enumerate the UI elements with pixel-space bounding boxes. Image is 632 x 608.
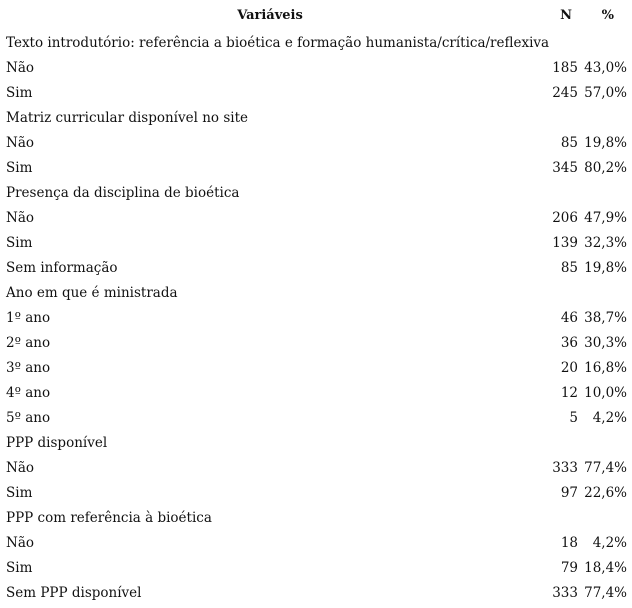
group-title: Presença da disciplina de bioética [6, 185, 240, 201]
row-label: Sim [6, 560, 33, 576]
row-label: 1º ano [6, 310, 51, 326]
table-row [0, 456, 632, 481]
row-label: Sim [6, 85, 33, 101]
row-label: Sem informação [6, 260, 118, 276]
row-n: 36 [560, 335, 578, 351]
row-n: 345 [552, 160, 578, 176]
group-title: PPP disponível [6, 435, 108, 451]
row-n: 85 [560, 135, 578, 151]
table-row [0, 306, 632, 331]
header-variables: Variáveis [237, 8, 303, 23]
row-label: Sim [6, 485, 33, 501]
table-row [0, 581, 632, 606]
row-n: 12 [560, 385, 578, 401]
group-title: Texto introdutório: referência a bioética e formação humanista/crítica/reflexiva [6, 35, 550, 51]
table-row [0, 556, 632, 581]
table-row [0, 156, 632, 181]
row-percent: 57,0% [584, 85, 627, 101]
group-title: Ano em que é ministrada [6, 285, 178, 301]
row-percent: 30,3% [584, 335, 627, 351]
row-label: Sim [6, 160, 33, 176]
group-row [0, 506, 632, 531]
table-row [0, 531, 632, 556]
group-row [0, 106, 632, 131]
table-row [0, 331, 632, 356]
row-n: 46 [560, 310, 578, 326]
row-percent: 19,8% [584, 135, 627, 151]
row-label: 4º ano [6, 385, 51, 401]
row-percent: 16,8% [584, 360, 627, 376]
group-row [0, 431, 632, 456]
row-percent: 4,2% [592, 535, 627, 551]
header-row [0, 0, 632, 31]
row-percent: 19,8% [584, 260, 627, 276]
row-n: 85 [560, 260, 578, 276]
row-percent: 4,2% [592, 410, 627, 426]
table-row [0, 481, 632, 506]
table-row [0, 56, 632, 81]
row-percent: 77,4% [584, 585, 627, 601]
row-n: 333 [552, 460, 578, 476]
row-n: 185 [552, 60, 578, 76]
row-percent: 43,0% [584, 60, 627, 76]
row-label: 5º ano [6, 410, 51, 426]
group-row [0, 31, 632, 56]
row-percent: 22,6% [584, 485, 627, 501]
row-label: 2º ano [6, 335, 51, 351]
row-label: Não [6, 460, 34, 476]
row-label: Não [6, 60, 34, 76]
table-body [0, 31, 632, 606]
row-n: 245 [552, 85, 578, 101]
row-label: Sim [6, 235, 33, 251]
row-label: Sem PPP disponível [6, 585, 142, 601]
row-n: 5 [569, 410, 578, 426]
table-row [0, 356, 632, 381]
row-percent: 47,9% [584, 210, 627, 226]
row-n: 206 [552, 210, 578, 226]
row-n: 97 [560, 485, 578, 501]
table-row [0, 231, 632, 256]
group-row [0, 181, 632, 206]
group-row [0, 281, 632, 306]
row-n: 139 [552, 235, 578, 251]
table-row [0, 381, 632, 406]
header-percent: % [601, 8, 614, 23]
group-title: PPP com referência à bioética [6, 510, 212, 526]
row-n: 20 [560, 360, 578, 376]
row-percent: 38,7% [584, 310, 627, 326]
row-n: 18 [560, 535, 578, 551]
group-title: Matriz curricular disponível no site [6, 110, 248, 126]
row-label: Não [6, 535, 34, 551]
row-label: 3º ano [6, 360, 51, 376]
row-n: 79 [560, 560, 578, 576]
table-row [0, 81, 632, 106]
row-percent: 80,2% [584, 160, 627, 176]
row-percent: 77,4% [584, 460, 627, 476]
table-row [0, 256, 632, 281]
row-percent: 10,0% [584, 385, 627, 401]
row-n: 333 [552, 585, 578, 601]
row-label: Não [6, 135, 34, 151]
header-n: N [560, 8, 572, 23]
row-percent: 32,3% [584, 235, 627, 251]
row-label: Não [6, 210, 34, 226]
table-row [0, 206, 632, 231]
table-row [0, 131, 632, 156]
table-row [0, 406, 632, 431]
row-percent: 18,4% [584, 560, 627, 576]
